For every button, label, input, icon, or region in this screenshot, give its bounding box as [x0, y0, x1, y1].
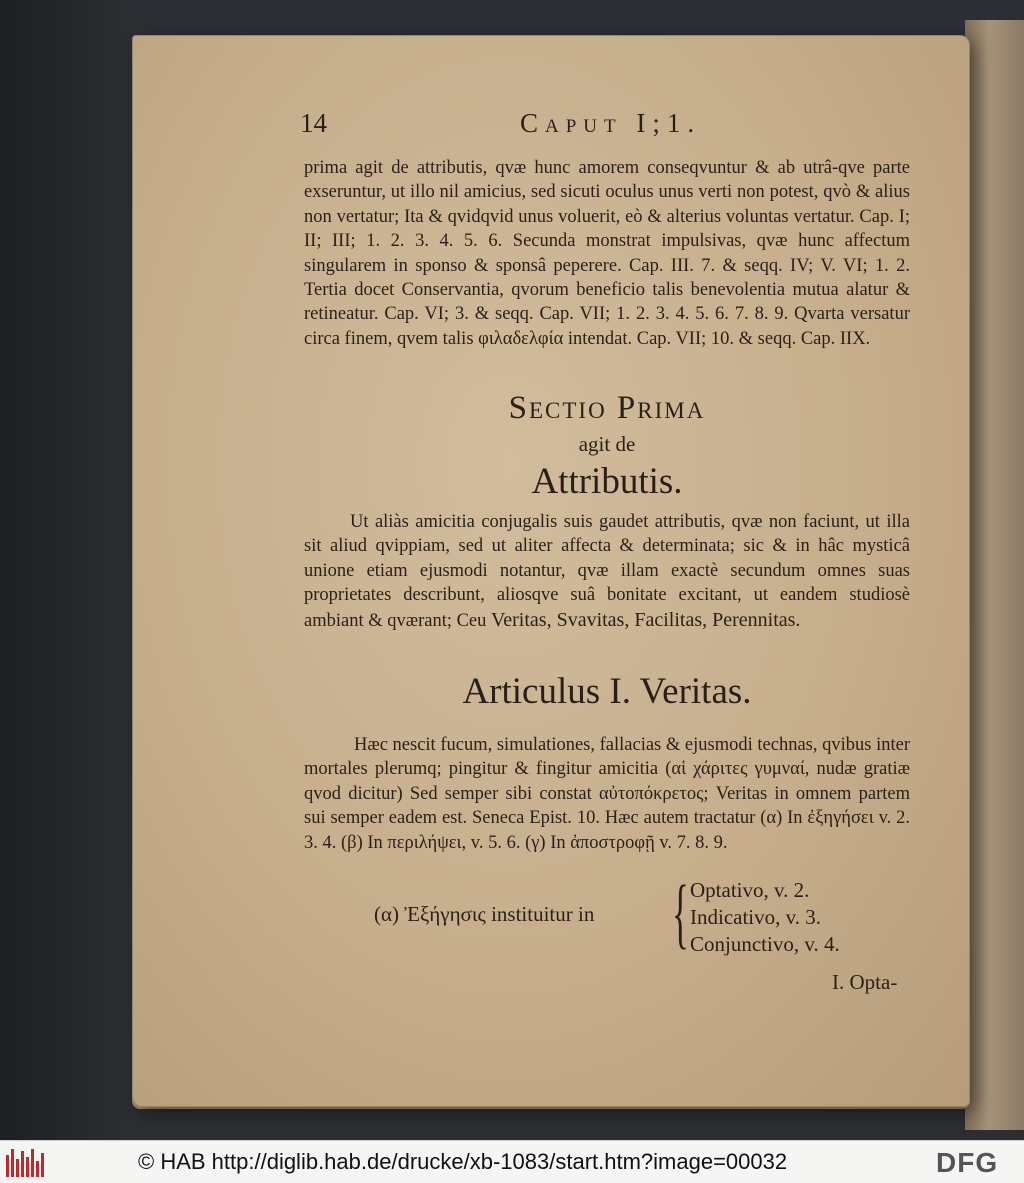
page-number: 14 — [300, 108, 327, 138]
brace-label: (α) Ἐξήγησις instituitur in — [374, 902, 595, 926]
section-title: Sectio Prima — [508, 390, 706, 426]
viewer-footer — [0, 1140, 1024, 1183]
attributes-paragraph — [304, 510, 910, 633]
intro-paragraph: prima agit de attributis, qvæ hunc amorem conseqvuntur & ab utrâ-qve parte exseruntur, ut illo nil amicius, sed sicuti oculus unus verti non potest, qvò & alius non vertatur; Ita & qvidqvid unus voluerit, eò & alterius voluntas vertatur. Cap. I; II; III; 1. 2. 3. 4. 5. 6. Secunda monstrat impulsivas, qvæ hunc affectum singularem in sponso & sponsâ peperere. Cap. III. 7. & seqq. IV; V. VI; 1. 2. Tertia docet Conservantia, qvorum beneficio talis benevolentia mutua alatur & retineatur. Cap. VI; 3. & seqq. Cap. VII; 1. 2. 3. 4. 5. 6. 7. 8. 9. Qvarta versatur circa finem, qvem talis φιλαδελφία intendat. Cap. VII; 10. & seqq. Cap. IIX. — [304, 158, 910, 349]
facing-page-edge — [965, 20, 1024, 1130]
article-title: Articulus I. Veritas. — [462, 671, 752, 712]
brace-item: Indicativo, v. 3. — [690, 905, 822, 929]
binding-shadow — [0, 0, 130, 1140]
catchword: I. Opta- — [832, 970, 898, 994]
copyright-link[interactable]: © HAB http://diglib.hab.de/drucke/xb-1083/start.htm?image=00032 — [138, 1149, 788, 1174]
brace-item: Conjunctivo, v. 4. — [690, 932, 840, 956]
section-subtitle: agit de — [578, 432, 636, 456]
attributes-paragraph-body: Ut aliàs amicitia conjugalis suis gaudet attributis, qvæ non faciunt, ut illa sit aliud qvippiam, sed ut aliter affecta & determinata; sic & in hâc mysticâ unione etiam ejusmodi notantur, qvæ illam exactè secundum omnes suas proprietates describunt, aliosqve suâ bonitate excitant, ut eandem studiosè ambiant & qværant; Ceu — [304, 512, 910, 631]
brace-item: Optativo, v. 2. — [690, 878, 810, 902]
hab-logo-icon — [6, 1147, 46, 1177]
section-topic: Attributis. — [531, 461, 683, 502]
veritas-paragraph: Hæc nescit fucum, simulationes, fallacias & ejusmodi technas, qvibus inter mortales plerumq; pingitur & fingitur amicitia (αἱ χάριτες γυμναί, nudæ gratiæ qvod dicitur) Sed semper sibi constat αὐτοπόκρετος; Veritas in omnem partem sui semper eadem est. Seneca Epist. 10. Hæc autem tractatur (α) In ἐξηγήσει v. 2. 3. 4. (β) In περιλήψει, v. 5. 6. (γ) In ἀποστροφῇ v. 7. 8. 9. — [304, 735, 910, 853]
exegesis-brace-table — [374, 869, 914, 962]
dfg-logo: DFG — [936, 1147, 999, 1178]
attributes-list: Veritas, Svavitas, Facilitas, Perennitas. — [491, 608, 801, 631]
curly-brace-icon: { — [672, 869, 689, 956]
running-head: Caput I;1. — [520, 108, 702, 138]
